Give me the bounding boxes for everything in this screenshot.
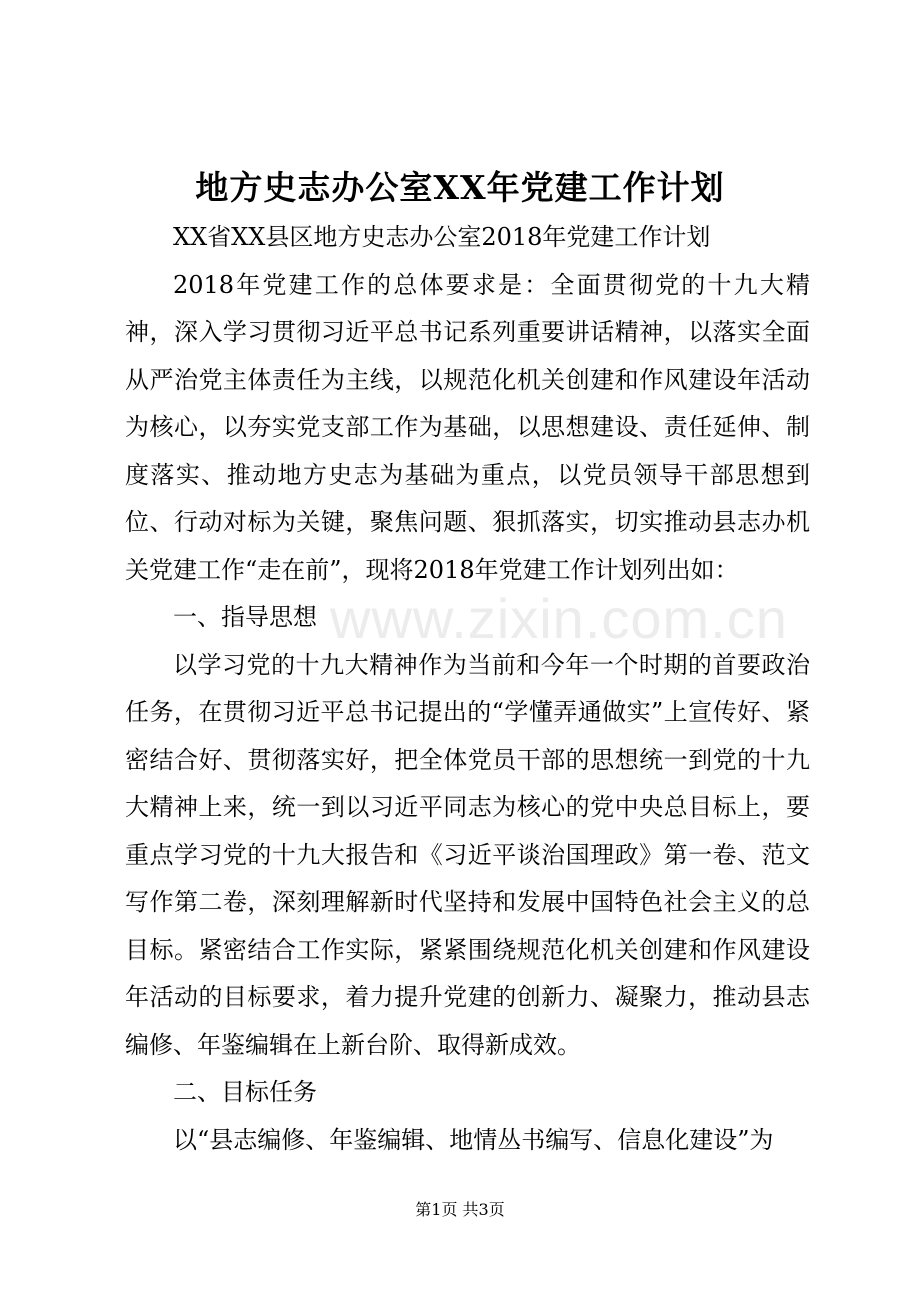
- section-heading-guiding-ideology: 一、指导思想: [173, 603, 317, 631]
- document-title: 地方史志办公室XX年党建工作计划: [195, 168, 725, 207]
- paragraph-guiding-ideology: 以学习党的十九大精神作为当前和今年一个时期的首要政治任务，在贯彻习近平总书记提出的“学懂弄通做实”上宣传好、紧密结合好、贯彻落实好，把全体党员干部的思想统一到党的十九大精神上来，统一到以习近平同志为核心的党中央总目标上，要重点学习党的十九大报告和《习近平谈治国理政》第一卷、范文写作第二卷，深刻理解新时代坚持和发展中国特色社会主义的总目标。紧密结合工作实际，紧紧围绕规范化机关创建和作风建设年活动的目标要求，着力提升党建的创新力、凝聚力，推动县志编修、年鉴编辑在上新台阶、取得新成效。: [125, 650, 810, 1059]
- watermark-text: www.zixin.com.cn: [330, 587, 788, 650]
- paragraph-objectives: 以“县志编修、年鉴编辑、地情丛书编写、信息化建设”为: [173, 1125, 774, 1154]
- document-body: [125, 214, 810, 1164]
- page-footer: 第1页 共3页: [415, 1200, 505, 1219]
- subtitle-paragraph: XX省XX县区地方史志办公室2018年党建工作计划: [173, 223, 711, 251]
- paragraph-overall-requirements: 2018年党建工作的总体要求是：全面贯彻党的十九大精神，深入学习贯彻习近平总书记系列重要讲话精神，以落实全面从严治党主体责任为主线，以规范化机关创建和作风建设年活动为核心，以夯实党支部工作为基础，以思想建设、责任延伸、制度落实、推动地方史志为基础为重点，以党员领导干部思想到位、行动对标为关键，聚焦问题、狠抓落实，切实推动县志办机关党建工作“走在前”，现将2018年党建工作计划列出如：: [125, 270, 810, 584]
- section-heading-objectives: 二、目标任务: [173, 1078, 317, 1106]
